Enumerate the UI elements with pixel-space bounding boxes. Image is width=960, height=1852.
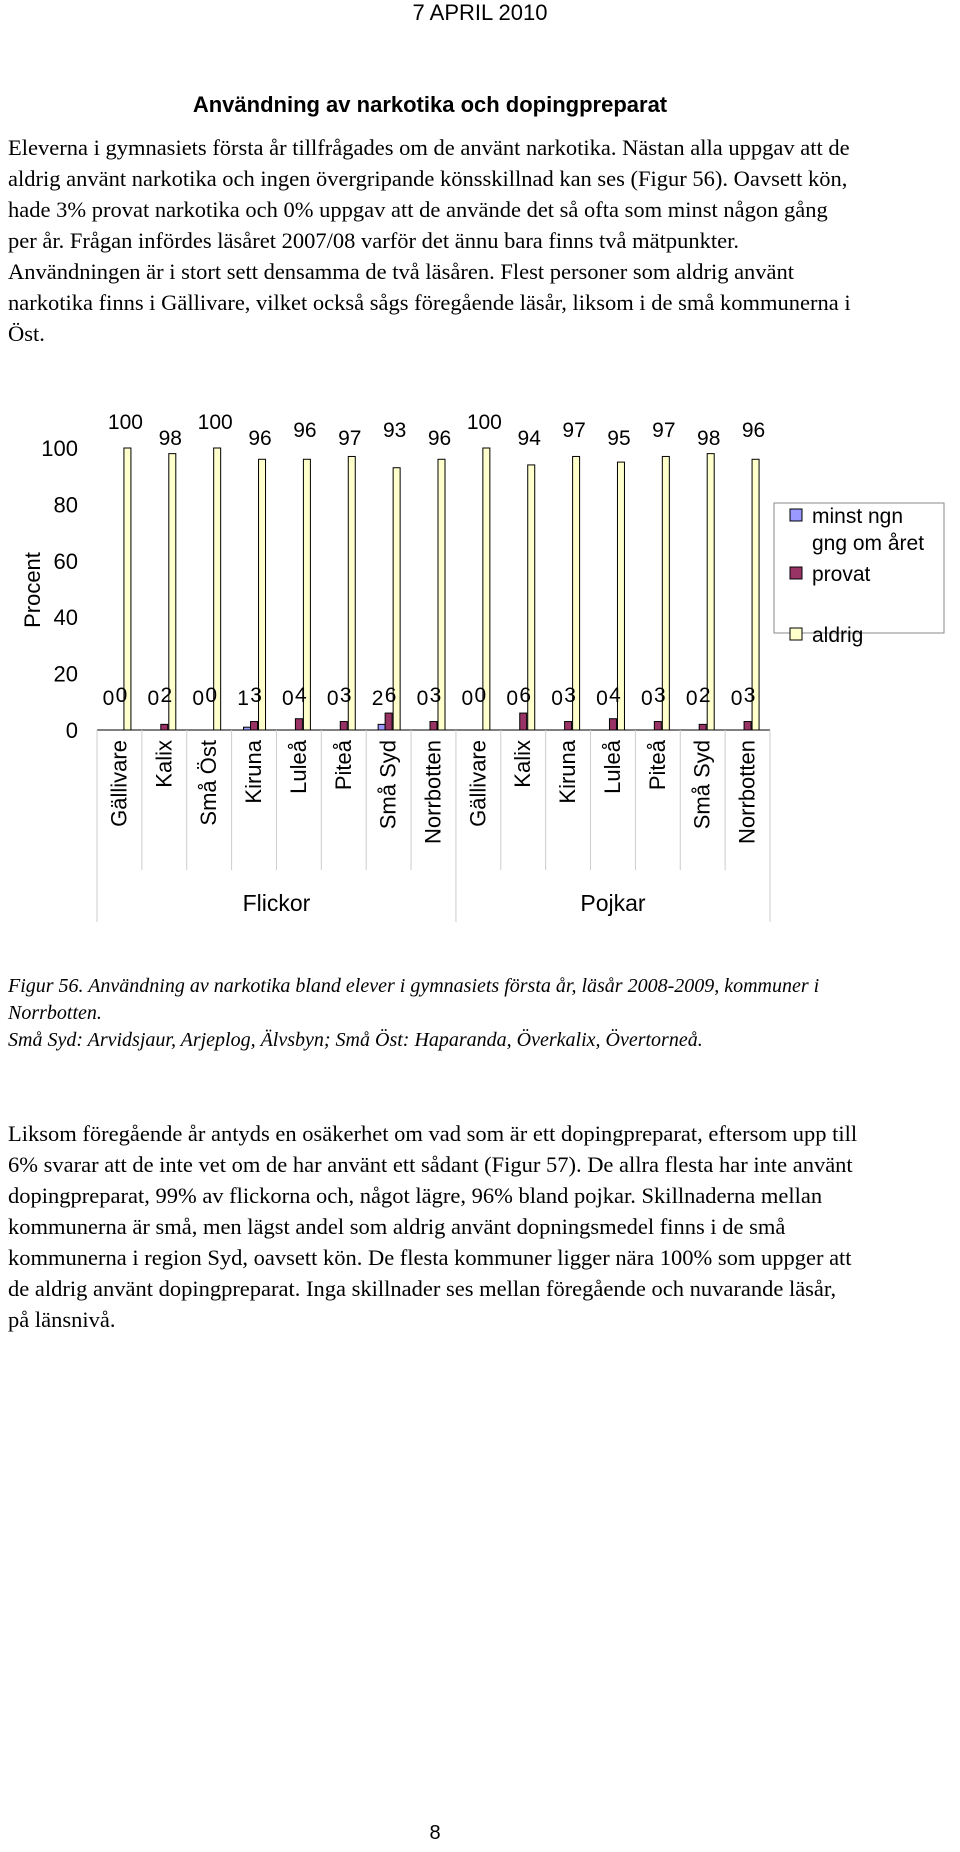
- data-label: 97: [562, 419, 586, 442]
- x-tick-label: Piteå: [644, 740, 670, 791]
- x-tick-label: Små Syd: [689, 740, 715, 830]
- data-label: 0: [461, 687, 474, 710]
- group-label: Flickor: [242, 890, 311, 916]
- data-label: 0: [192, 687, 205, 710]
- bar: [654, 722, 661, 730]
- page-number: 8: [429, 1822, 441, 1844]
- data-label: 0: [326, 687, 339, 710]
- data-label: 0: [730, 687, 743, 710]
- y-axis-title: Procent: [20, 552, 45, 628]
- group-label: Pojkar: [580, 890, 646, 916]
- data-label: 6: [519, 684, 532, 707]
- data-label: 4: [609, 684, 621, 707]
- caption-line-2: Små Syd: Arvidsjaur, Arjeplog, Älvsbyn; Små Öst: Haparanda, Överkalix, Övertorneå.: [8, 1029, 703, 1051]
- data-label: 97: [652, 419, 676, 442]
- x-tick-label: Piteå: [330, 740, 356, 791]
- x-tick-label: Kiruna: [555, 740, 581, 804]
- data-label: 100: [197, 411, 233, 434]
- data-label: 6: [384, 684, 397, 707]
- data-label: 96: [248, 427, 272, 450]
- y-tick-label: 60: [53, 548, 78, 574]
- x-tick-label: Luleå: [285, 740, 311, 794]
- x-tick-label: Norrbotten: [420, 740, 446, 844]
- data-label: 100: [107, 411, 143, 434]
- legend-label: minst ngn: [812, 505, 904, 528]
- data-label: 93: [382, 419, 407, 442]
- bar: [340, 722, 347, 730]
- data-label: 3: [743, 684, 756, 707]
- section-title: Användning av narkotika och dopingpreparat: [192, 92, 668, 117]
- legend-label: aldrig: [812, 624, 864, 647]
- data-label: 3: [250, 684, 262, 707]
- data-label: 95: [607, 427, 631, 450]
- data-label: 0: [147, 687, 160, 710]
- bar: [385, 713, 392, 730]
- caption-line-1: Figur 56. Användning av narkotika bland elever i gymnasiets första år, läsår 2008-2009, kommuner i Norrbotten.: [8, 975, 820, 1024]
- data-label: 0: [102, 687, 115, 710]
- legend-swatch: [790, 628, 802, 640]
- x-tick-label: Luleå: [599, 740, 625, 794]
- bar: [161, 724, 168, 730]
- x-tick-label: Gällivare: [465, 740, 491, 827]
- x-tick-label: Små Öst: [196, 740, 222, 826]
- data-label: 0: [416, 687, 429, 710]
- data-label: 3: [564, 684, 576, 707]
- data-label: 0: [551, 687, 563, 710]
- y-tick-label: 0: [65, 718, 78, 743]
- legend-label: provat: [812, 563, 871, 586]
- header-date: 7 APRIL 2010: [412, 0, 548, 25]
- data-label: 100: [466, 411, 502, 434]
- chart: [0, 400, 960, 940]
- data-label: 0: [640, 687, 653, 710]
- data-label: 0: [282, 687, 294, 710]
- bar: [699, 724, 706, 730]
- legend-swatch: [790, 509, 802, 521]
- legend-label: gng om året: [812, 532, 925, 555]
- x-tick-label: Norrbotten: [734, 740, 760, 844]
- data-label: 98: [158, 427, 182, 450]
- bar: [609, 719, 616, 730]
- bar: [251, 722, 258, 730]
- paragraph-narkotika: Eleverna i gymnasiets första år tillfrågades om de använt narkotika. Nästan alla uppgav att de aldrig använt narkotika och ingen övergripande könsskillnad kan ses (Figur 56). Oavsett kön, hade 3% provat narkotika och 0% uppgav att de använde det så ofta som minst någon gång per år. Frågan infördes läsåret 2007/08 varför det ännu bara finns två mätpunkter. Användningen är i stort sett densamma de två läsåren. Flest personer som aldrig använt narkotika finns i Gällivare, vilket också sågs föregående läsår, liksom i de små kommunerna i Öst.: [8, 135, 851, 346]
- bar: [520, 713, 527, 730]
- data-label: 96: [293, 419, 317, 442]
- data-label: 96: [427, 427, 452, 450]
- bar: [244, 727, 251, 730]
- y-tick-label: 80: [53, 492, 78, 518]
- data-label: 3: [429, 684, 442, 707]
- y-tick-label: 100: [41, 436, 78, 461]
- x-tick-label: Gällivare: [106, 740, 132, 827]
- data-label: 0: [474, 684, 487, 707]
- data-label: 1: [237, 687, 249, 710]
- data-label: 4: [295, 684, 307, 707]
- x-tick-label: Kalix: [510, 740, 536, 788]
- x-tick-label: Kiruna: [241, 740, 267, 804]
- data-label: 2: [698, 684, 711, 707]
- bar: [744, 722, 751, 730]
- data-label: 98: [697, 427, 721, 450]
- data-label: 2: [371, 687, 384, 710]
- data-label: 96: [741, 419, 766, 442]
- bar: [565, 722, 572, 730]
- bar: [378, 724, 385, 730]
- y-tick-label: 40: [53, 605, 78, 631]
- x-tick-label: Kalix: [151, 740, 177, 788]
- data-label: 2: [160, 684, 173, 707]
- data-label: 0: [205, 684, 218, 707]
- data-label: 3: [653, 684, 666, 707]
- data-label: 97: [338, 427, 362, 450]
- data-label: 0: [506, 687, 519, 710]
- data-label: 3: [339, 684, 352, 707]
- bar: [430, 722, 437, 730]
- data-label: 0: [596, 687, 608, 710]
- paragraph-doping: Liksom föregående år antyds en osäkerhet om vad som är ett dopingpreparat, eftersom upp till 6% svarar att de inte vet om de har använt ett sådant (Figur 57). De allra flesta har inte använt dopingpreparat, 99% av flickorna och, något lägre, 96% bland pojkar. Skillnaderna mellan kommunerna är små, men lägst andel som aldrig använt dopningsmedel finns i de små kommunerna i region Syd, oavsett kön. De flesta kommuner ligger nära 100% som uppger att de aldrig använt dopingpreparat. Inga skillnader ses mellan föregående och nuvarande läsår, på länsnivå.: [8, 1121, 858, 1332]
- bar: [295, 719, 302, 730]
- data-label: 94: [517, 427, 541, 450]
- figure-caption: [8, 973, 858, 1054]
- legend-swatch: [790, 567, 802, 579]
- x-tick-label: Små Syd: [375, 740, 401, 830]
- y-tick-label: 20: [53, 661, 78, 687]
- data-label: 0: [685, 687, 698, 710]
- data-label: 0: [115, 684, 128, 707]
